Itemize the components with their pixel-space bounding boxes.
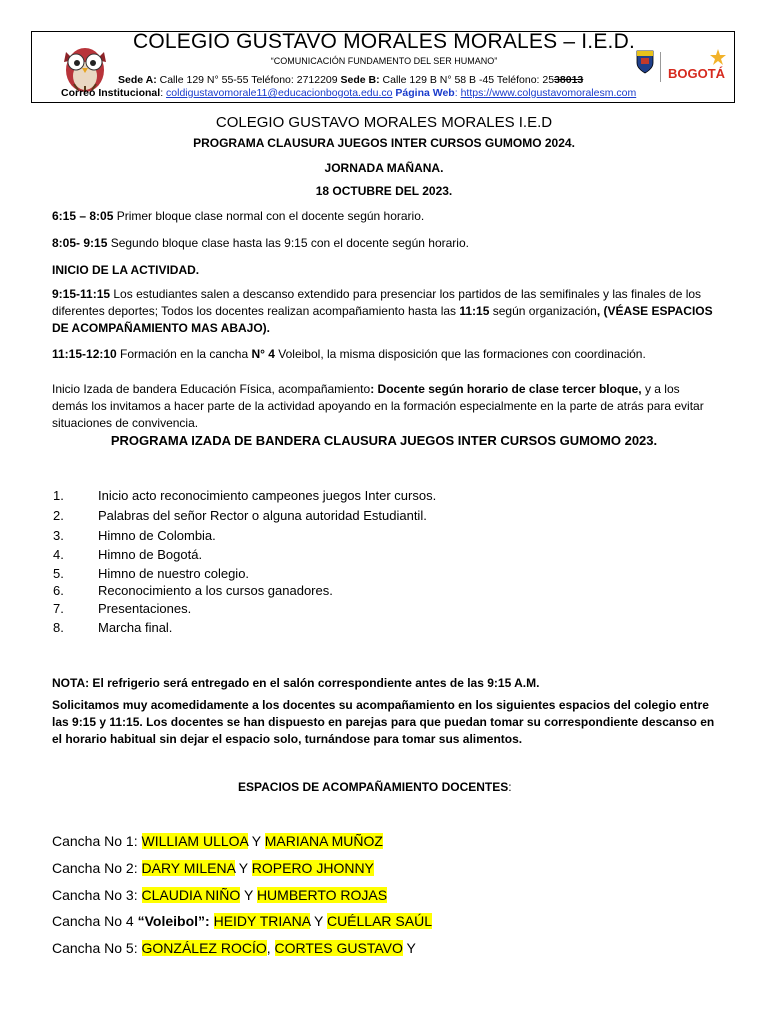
cancha-row bbox=[52, 912, 432, 930]
izada-text: Inicio Izada de bandera Educación Física, acompañamiento bbox=[52, 382, 371, 396]
teacher-name: ROPERO JHONNY bbox=[251, 860, 374, 876]
teacher-name: HEIDY TRIANA bbox=[213, 913, 311, 929]
teacher-name: HUMBERTO ROJAS bbox=[256, 887, 388, 903]
sede-a-label: Sede A: bbox=[118, 74, 157, 86]
program-item-number: 1. bbox=[53, 488, 64, 503]
block-3-text-2: según organización bbox=[489, 304, 597, 318]
bogota-logo bbox=[660, 48, 732, 88]
schedule-block-4 bbox=[52, 346, 717, 363]
program-item-number: 5. bbox=[53, 566, 64, 581]
correo-label: Correo Institucional bbox=[61, 87, 161, 99]
contact-line: Correo Institucional: coldigustavomorale11@educacionbogota.edu.co Página Web: https://www.colgustavomoralesm.com bbox=[61, 87, 637, 99]
block-1-time: 6:15 – 8:05 bbox=[52, 209, 114, 223]
date-title: 18 OCTUBRE DEL 2023. bbox=[315, 184, 453, 198]
program-item-number: 8. bbox=[53, 620, 64, 635]
program-item-number: 6. bbox=[53, 583, 64, 598]
teacher-name: WILLIAM ULLOA bbox=[141, 833, 249, 849]
sede-a-text: Calle 129 N° 55-55 Teléfono: 2712209 bbox=[156, 74, 341, 86]
block-4-time: 11:15-12:10 bbox=[52, 347, 117, 361]
cancha-label: Cancha No 5: bbox=[52, 940, 142, 956]
schedule-block-2 bbox=[52, 235, 717, 252]
block-3-text: Los estudiantes salen a descanso extendido para presenciar los partidos de las semifinales y las finales de los diferentes deportes; Todos los docentes realizan acompañamiento hasta las bbox=[52, 287, 702, 318]
cancha-row bbox=[52, 939, 416, 957]
teacher-name: DARY MILENA bbox=[141, 860, 236, 876]
cancha-label-bold: “Voleibol”: bbox=[137, 913, 214, 929]
izada-text-2: y a los demás los invitamos a hacer parte de la actividad apoyando en la formación especialmente en la parte de atrás para evitar situaciones de convivencia. bbox=[52, 382, 704, 430]
program-item-text: Inicio acto reconocimiento campeones juegos Inter cursos. bbox=[98, 488, 437, 503]
teacher-name: GONZÁLEZ ROCÍO bbox=[141, 940, 267, 956]
web-link[interactable]: https://www.colgustavomoralesm.com bbox=[460, 87, 637, 99]
cancha-row bbox=[52, 886, 387, 904]
block-2-time: 8:05- 9:15 bbox=[52, 236, 108, 250]
cancha-separator: Y bbox=[235, 860, 252, 876]
program-item-text: Reconocimiento a los cursos ganadores. bbox=[98, 583, 333, 598]
espacios-heading-colon: : bbox=[508, 780, 512, 794]
program-item-number: 4. bbox=[53, 547, 64, 562]
program-heading: PROGRAMA IZADA DE BANDERA CLAUSURA JUEGOS INTER CURSOS GUMOMO 2023. bbox=[110, 433, 658, 448]
cancha-row bbox=[52, 859, 374, 877]
document-title: COLEGIO GUSTAVO MORALES MORALES I.E.D bbox=[215, 114, 553, 131]
cancha-label: Cancha No 1: bbox=[52, 833, 142, 849]
web-label: Página Web bbox=[395, 87, 455, 99]
cancha-label: Cancha No 2: bbox=[52, 860, 142, 876]
school-name: COLEGIO GUSTAVO MORALES MORALES – I.E.D. bbox=[132, 30, 635, 53]
bogota-logo-text: BOGOTÁ bbox=[668, 66, 726, 81]
cancha-row bbox=[52, 832, 383, 850]
program-title: PROGRAMA CLAUSURA JUEGOS INTER CURSOS GUMOMO 2024. bbox=[193, 136, 575, 150]
cancha-tail: Y bbox=[402, 940, 416, 956]
sedes-line bbox=[118, 74, 583, 87]
program-item-number: 2. bbox=[53, 508, 64, 523]
izada-bold: : Docente según horario de clase tercer bloque, bbox=[370, 382, 642, 396]
program-item-text: Marcha final. bbox=[98, 620, 173, 635]
block-2-text: Segundo bloque clase hasta las 9:15 con el docente según horario. bbox=[107, 236, 469, 250]
teacher-name: MARIANA MUÑOZ bbox=[264, 833, 383, 849]
program-item-text: Himno de Bogotá. bbox=[98, 547, 203, 562]
cancha-separator: Y bbox=[310, 913, 327, 929]
block-3-bold-time: 11:15 bbox=[459, 304, 490, 318]
block-4-bold: N° 4 bbox=[251, 347, 275, 361]
jornada-title: JORNADA MAÑANA. bbox=[324, 161, 444, 175]
cancha-separator: Y bbox=[240, 887, 257, 903]
teacher-name: CLAUDIA NIÑO bbox=[141, 887, 241, 903]
email-link[interactable]: coldigustavomorale11@educacionbogota.edu.co bbox=[166, 87, 393, 99]
espacios-heading bbox=[238, 780, 512, 795]
program-item-text: Himno de Colombia. bbox=[98, 528, 216, 543]
program-item-number: 7. bbox=[53, 601, 64, 616]
program-item-text: Palabras del señor Rector o alguna autoridad Estudiantil. bbox=[98, 508, 427, 523]
block-3-note: , (VÉASE ESPACIOS DE ACOMPAÑAMIENTO MAS ABAJO). bbox=[52, 304, 713, 335]
izada-paragraph bbox=[52, 381, 717, 432]
espacios-heading-text: ESPACIOS DE ACOMPAÑAMIENTO DOCENTES bbox=[238, 780, 509, 794]
sede-b-text: Calle 129 B N° 58 B -45 Teléfono: 25 bbox=[379, 74, 555, 86]
school-motto: “COMUNICACIÓN FUNDAMENTO DEL SER HUMANO” bbox=[270, 56, 498, 66]
cancha-separator: Y bbox=[248, 833, 265, 849]
program-item-text: Himno de nuestro colegio. bbox=[98, 566, 250, 581]
sede-b-label: Sede B: bbox=[340, 74, 380, 86]
cancha-label: Cancha No 3: bbox=[52, 887, 142, 903]
program-item-text: Presentaciones. bbox=[98, 601, 192, 616]
program-item-number: 3. bbox=[53, 528, 64, 543]
teacher-name: CORTES GUSTAVO bbox=[274, 940, 403, 956]
block-3-time: 9:15-11:15 bbox=[52, 287, 111, 301]
block-4-text: Formación en la cancha bbox=[116, 347, 252, 361]
solicitud-paragraph: Solicitamos muy acomedidamente a los docentes su acompañamiento en los siguientes espacios del colegio entre las 9:15 y 11:15. Los docentes se han dispuesto en parejas para que puedan tomar su correspondiente descanso en el horario habitual sin dejar el espacio solo, turnándose para tomar sus alimentos. bbox=[52, 698, 715, 746]
inicio-heading: INICIO DE LA ACTIVIDAD. bbox=[52, 263, 200, 277]
cancha-separator: , bbox=[266, 940, 275, 956]
schedule-block-3 bbox=[52, 286, 717, 337]
cancha-label: Cancha No 4 bbox=[52, 913, 138, 929]
sede-b-phone-overlap: 38013 bbox=[554, 74, 584, 86]
block-4-text-2: Voleibol, la misma disposición que las formaciones con coordinación. bbox=[274, 347, 646, 361]
teacher-name: CUÉLLAR SAÚL bbox=[326, 913, 432, 929]
block-1-text: Primer bloque clase normal con el docente según horario. bbox=[113, 209, 425, 223]
nota-line: NOTA: El refrigerio será entregado en el salón correspondiente antes de las 9:15 A.M. bbox=[52, 676, 540, 690]
schedule-block-1 bbox=[52, 208, 717, 225]
